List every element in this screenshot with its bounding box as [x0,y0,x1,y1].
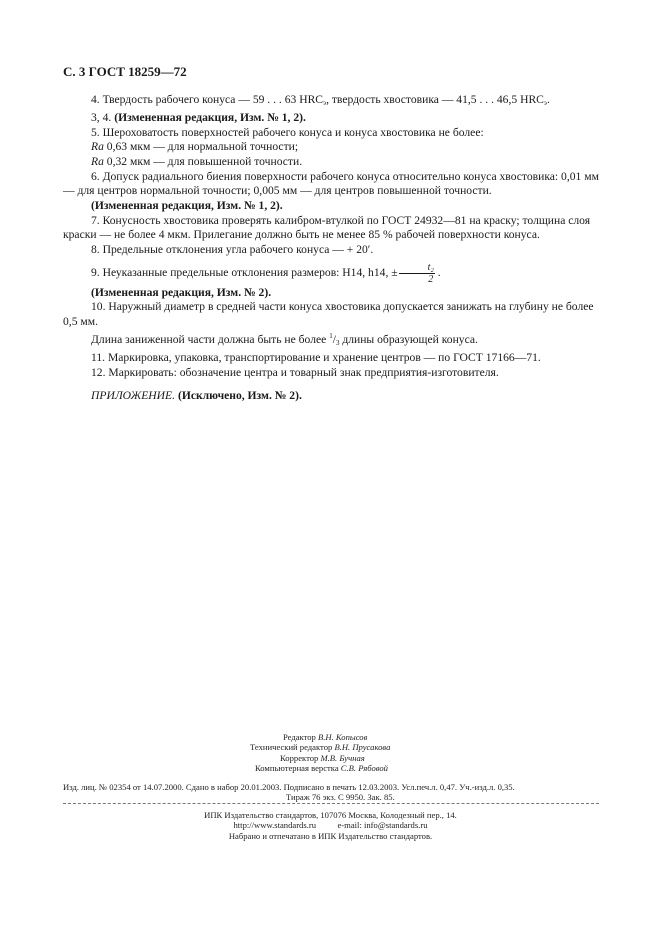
clause-10-length: Длина заниженной части должна быть не более $^1/_3$ длины образующей конуса. [91,332,478,348]
clause-9: 9. Неуказанные предельные отклонения размеров: H14, h14, ± $\frac{\text{t₂}}{2}$ . [91,261,441,285]
clause-7: 7. Конусность хвостовика проверять калибром-втулкой по ГОСТ 24932—81 на краску; толщина слоя краски — не более 4 мкм. Прилегание должно быть не менее 85 % рабочей поверхности конуса. [63,213,591,241]
publisher-address: ИПК Издательство стандартов, 107076 Москва, Колодезный пер., 14. [204,810,457,820]
publication-info [63,782,603,803]
clause-4: 4. Твердость рабочего конуса — 59 . . . 63 $HRC_э$, твердость хвостовика — 41,5 . . . 46,5 $HRC_э$. [91,93,550,107]
credit-tech-editor: Технический редактор В.Н. Прусакова [250,742,391,753]
publisher-print: Набрано и отпечатано в ИПК Издательство стандартов. [228,830,433,841]
clause-6: 6. Допуск радиального биения поверхности рабочего конуса относительно конуса хвостовика: 0,01 мм — для центров нормальной точности; 0,005 мм — для центров повышенной точности. [63,169,599,198]
clause-5: 5. Шероховатость поверхностей рабочего конуса и конуса хвостовика не более: [91,125,484,139]
fraction-t2-over-2: $\frac{\text{t₂}}{2}$ [399,262,435,285]
credit-layout: Компьютерная верстка С.В. Рябовой [255,763,388,774]
clause-10: 10. Наружный диаметр в средней части конуса хвостовика допускается занижать на глубину не более 0,5 мм. [63,300,594,328]
publisher-info [0,810,661,841]
clause-5-ra-normal: Ra 0,63 мкм — для нормальной точности; [91,140,299,154]
clause-8: 8. Предельные отклонения угла рабочего конуса — + 20′. [91,242,374,256]
clause-9-revision: (Измененная редакция, Изм. № 2). [91,285,272,299]
clause-6-revision: (Измененная редакция, Изм. № 1, 2). [91,198,283,212]
appendix-note: ПРИЛОЖЕНИЕ. (Исключено, Изм. № 2). [91,389,302,403]
publication-line-1: Изд. лиц. № 02354 от 14.07.2000. Сдано в набор 20.01.2003. Подписано в печать 12.03.2003. Усл.печ.л. 0,47. Уч.-изд.л. 0,35. [63,782,515,792]
publication-line-2: Тираж 76 экз. С 9950. Зак. 85. [286,792,395,803]
clause-3-4-revision: 3, 4. (Измененная редакция, Изм. № 1, 2). [91,110,306,124]
credits [250,732,510,774]
divider [63,803,599,804]
credit-corrector: Корректор М.В. Бучная [280,752,365,763]
document-body [63,93,603,403]
clause-5-ra-high: Ra 0,32 мкм — для повышенной точности. [91,155,303,169]
page-header: С. 3 ГОСТ 18259—72 [63,64,187,79]
clause-11: 11. Маркировка, упаковка, транспортирование и хранение центров — по ГОСТ 17166—71. [91,351,541,365]
clause-12: 12. Маркировать: обозначение центра и товарный знак предприятия-изготовителя. [91,365,499,379]
publisher-web: http://www.standards.ru e-mail: info@standards.ru [233,820,428,831]
credit-editor: Редактор В.Н. Копысов [283,732,368,742]
